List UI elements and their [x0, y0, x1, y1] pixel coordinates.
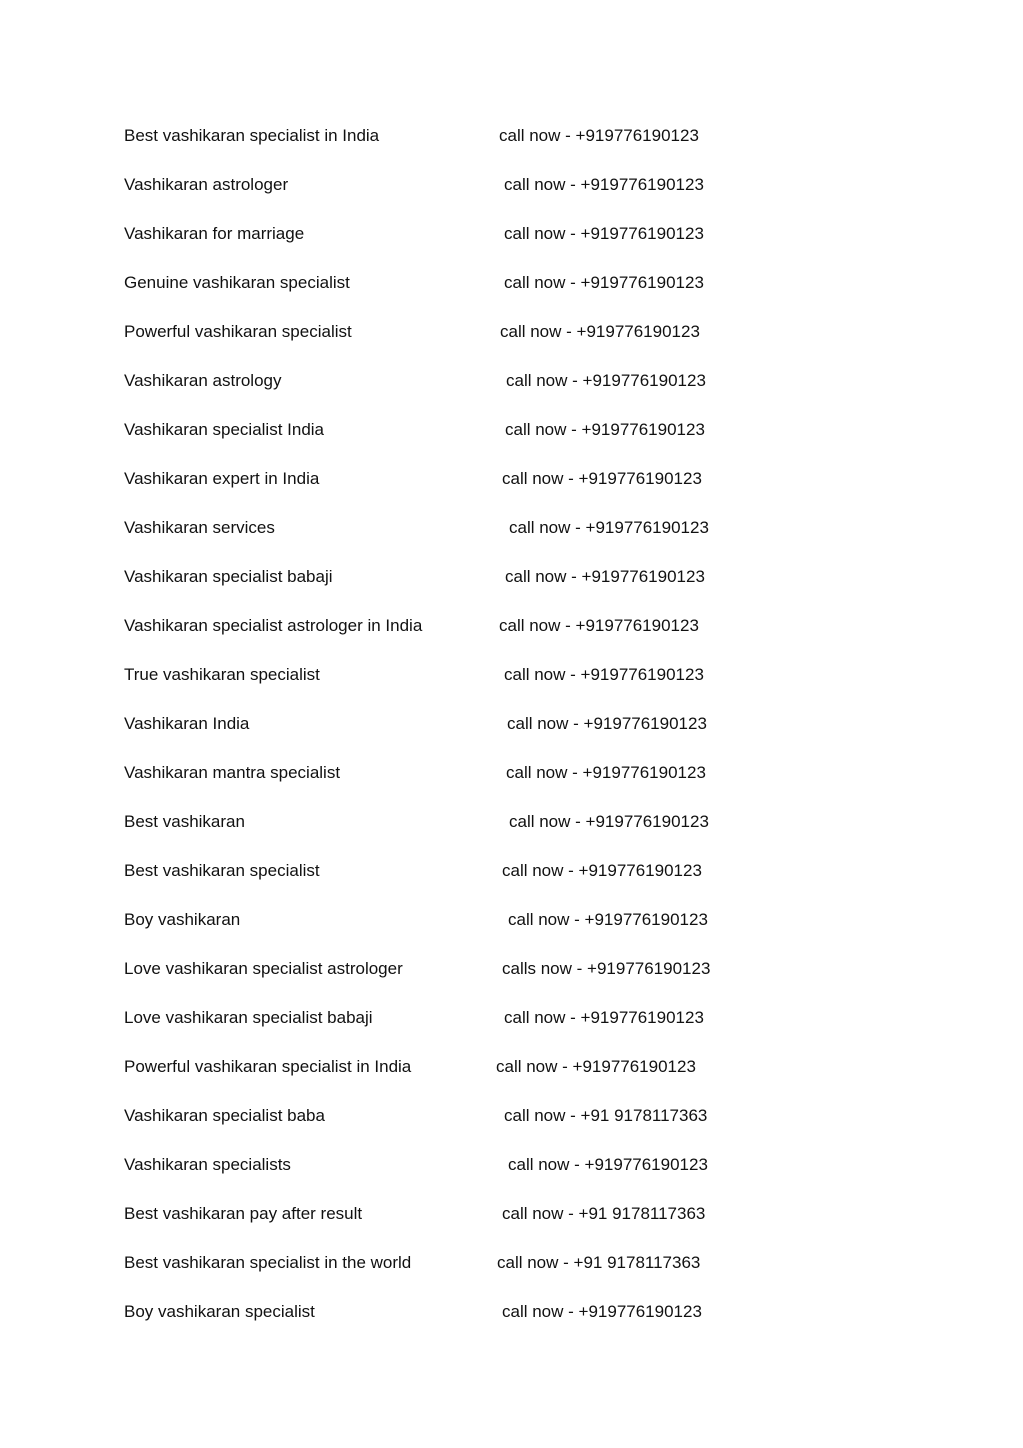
entry-contact: call now - +919776190123	[506, 371, 706, 390]
entry-label: Vashikaran specialist babaji	[124, 567, 333, 586]
entry-contact: call now - +919776190123	[502, 1302, 702, 1321]
entry-contact: call now - +919776190123	[507, 714, 707, 733]
list-item	[124, 467, 764, 516]
list-item	[124, 418, 764, 467]
entry-label: Love vashikaran specialist babaji	[124, 1008, 373, 1027]
list-item	[124, 516, 764, 565]
entry-label: Vashikaran specialists	[124, 1155, 291, 1174]
entry-label: Vashikaran services	[124, 518, 275, 537]
list-item	[124, 1251, 764, 1300]
entry-label: Genuine vashikaran specialist	[124, 273, 350, 292]
entry-contact: call now - +919776190123	[506, 763, 706, 782]
list-item	[124, 1153, 764, 1202]
entry-label: Boy vashikaran specialist	[124, 1302, 315, 1321]
entry-contact: call now - +91 9178117363	[497, 1253, 701, 1272]
entry-contact: call now - +919776190123	[496, 1057, 696, 1076]
entry-contact: call now - +919776190123	[502, 469, 702, 488]
list-item	[124, 1104, 764, 1153]
entry-label: Best vashikaran specialist in the world	[124, 1253, 412, 1272]
list-item	[124, 614, 764, 663]
list-item	[124, 369, 764, 418]
list-item	[124, 1055, 764, 1104]
list-item	[124, 761, 764, 810]
entry-label: Powerful vashikaran specialist in India	[124, 1057, 412, 1076]
entry-list	[124, 124, 764, 1349]
entry-contact: call now - +919776190123	[508, 910, 708, 929]
list-item	[124, 173, 764, 222]
entry-label: Love vashikaran specialist astrologer	[124, 959, 403, 978]
list-item	[124, 810, 764, 859]
entry-label: Powerful vashikaran specialist	[124, 322, 352, 341]
list-item	[124, 1300, 764, 1349]
list-item	[124, 124, 764, 173]
entry-contact: call now - +919776190123	[509, 812, 709, 831]
entry-contact: call now - +919776190123	[504, 224, 704, 243]
entry-contact: call now - +919776190123	[505, 420, 705, 439]
entry-contact: call now - +91 9178117363	[502, 1204, 706, 1223]
entry-label: Best vashikaran	[124, 812, 245, 831]
entry-label: Vashikaran specialist astrologer in India	[124, 616, 423, 635]
entry-contact: call now - +919776190123	[500, 322, 700, 341]
entry-label: Vashikaran mantra specialist	[124, 763, 341, 782]
list-item	[124, 222, 764, 271]
entry-contact: call now - +91 9178117363	[504, 1106, 708, 1125]
entry-contact: call now - +919776190123	[499, 616, 699, 635]
entry-contact: call now - +919776190123	[504, 665, 704, 684]
entry-label: True vashikaran specialist	[124, 665, 320, 684]
entry-contact: call now - +919776190123	[508, 1155, 708, 1174]
list-item	[124, 663, 764, 712]
list-item	[124, 712, 764, 761]
entry-label: Boy vashikaran	[124, 910, 241, 929]
list-item	[124, 859, 764, 908]
entry-contact: calls now - +919776190123	[502, 959, 711, 978]
list-item	[124, 908, 764, 957]
entry-contact: call now - +919776190123	[509, 518, 709, 537]
entry-contact: call now - +919776190123	[504, 273, 704, 292]
entry-contact: call now - +919776190123	[504, 1008, 704, 1027]
list-item	[124, 1006, 764, 1055]
entry-contact: call now - +919776190123	[499, 126, 699, 145]
list-item	[124, 1202, 764, 1251]
entry-label: Vashikaran astrology	[124, 371, 282, 390]
entry-label: Vashikaran specialist India	[124, 420, 325, 439]
entry-label: Vashikaran India	[124, 714, 250, 733]
list-item	[124, 271, 764, 320]
entry-contact: call now - +919776190123	[502, 861, 702, 880]
entry-label: Best vashikaran specialist in India	[124, 126, 380, 145]
entry-label: Vashikaran expert in India	[124, 469, 320, 488]
entry-contact: call now - +919776190123	[505, 567, 705, 586]
list-item	[124, 957, 764, 1006]
entry-label: Best vashikaran pay after result	[124, 1204, 363, 1223]
list-item	[124, 320, 764, 369]
entry-label: Vashikaran astrologer	[124, 175, 289, 194]
entry-contact: call now - +919776190123	[504, 175, 704, 194]
list-item	[124, 565, 764, 614]
entry-label: Best vashikaran specialist	[124, 861, 320, 880]
entry-label: Vashikaran specialist baba	[124, 1106, 325, 1125]
entry-label: Vashikaran for marriage	[124, 224, 305, 243]
